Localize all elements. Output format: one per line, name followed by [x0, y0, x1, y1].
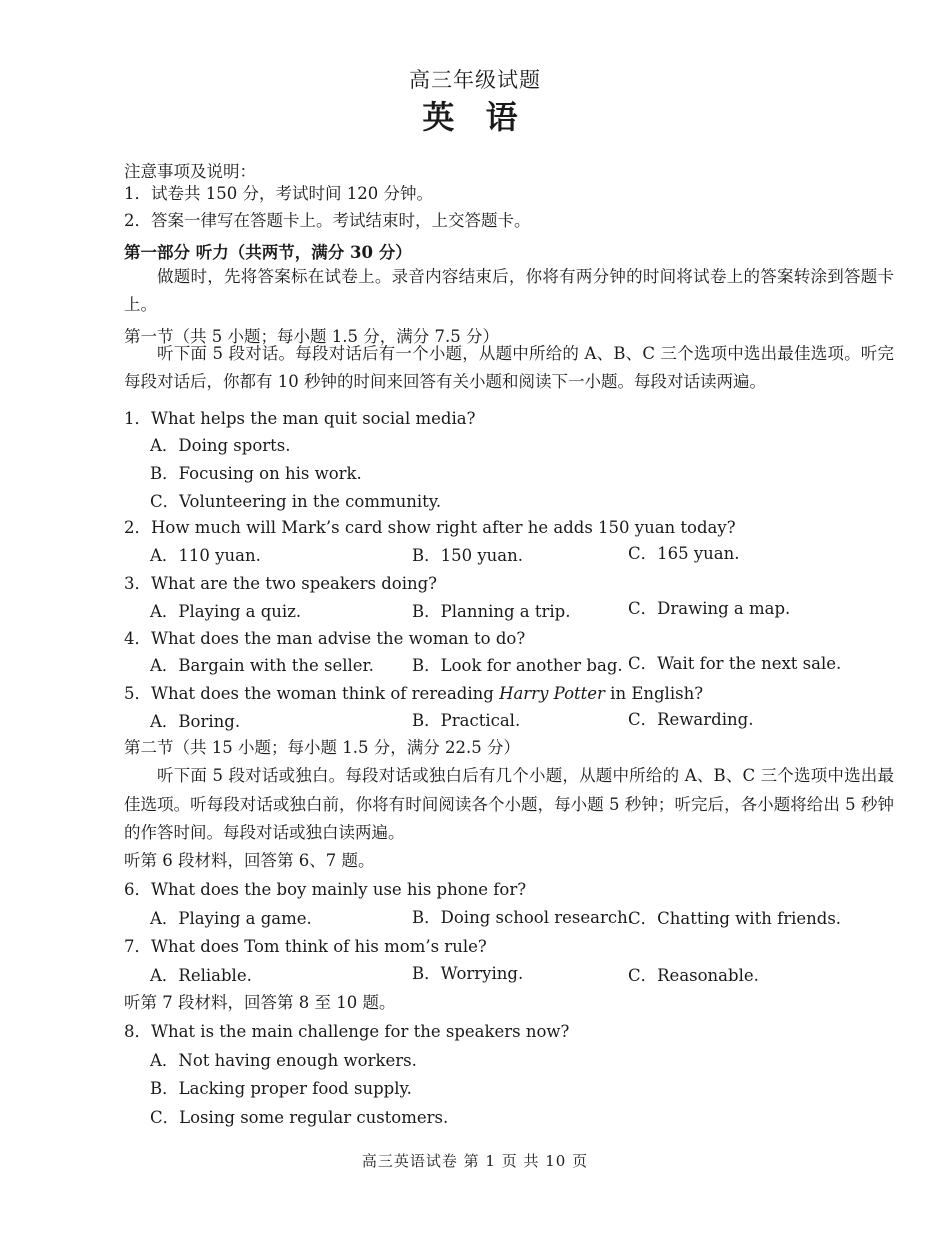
- question-6-option-a: A．Playing a game.: [150, 909, 312, 928]
- material-7-note: 听第 7 段材料，回答第 8 至 10 题。: [124, 993, 396, 1012]
- question-5-option-c: C．Rewarding.: [628, 710, 754, 729]
- question-5-stem-book-title: Harry Potter: [499, 684, 605, 703]
- question-3-option-b: B．Planning a trip.: [412, 602, 571, 621]
- page-footer: 高三英语试卷 第 1 页 共 10 页: [361, 1152, 589, 1170]
- question-7-option-b: B．Worrying.: [412, 964, 524, 983]
- notes-heading: 注意事项及说明：: [124, 162, 256, 181]
- question-8-stem: 8．What is the main challenge for the speakers now?: [124, 1022, 570, 1041]
- question-1-option-a: A．Doing sports.: [150, 436, 291, 455]
- question-6-option-c: C．Chatting with friends.: [628, 909, 842, 928]
- question-4-stem: 4．What does the man advise the woman to do?: [124, 629, 526, 648]
- question-6-option-b: B．Doing school research.: [412, 908, 633, 927]
- question-7-option-c: C．Reasonable.: [628, 966, 759, 985]
- question-8-option-c: C．Losing some regular customers.: [150, 1108, 449, 1127]
- question-7-option-a: A．Reliable.: [150, 966, 252, 985]
- exam-subtitle: 高三年级试题: [409, 68, 541, 92]
- question-2-option-b: B．150 yuan.: [412, 546, 524, 565]
- section1-instruction: 听下面 5 段对话。每段对话后有一个小题，从题中所给的 A、B、C 三个选项中选出最佳选项。听完每段对话后，你都有 10 秒钟的时间来回答有关小题和阅读下一小题。每段对话读两遍。: [124, 344, 894, 391]
- question-8-option-b: B．Lacking proper food supply.: [150, 1079, 412, 1098]
- part1-instruction: 做题时，先将答案标在试卷上。录音内容结束后，你将有两分钟的时间将试卷上的答案转涂到答题卡上。: [124, 267, 894, 314]
- question-3-option-a: A．Playing a quiz.: [150, 602, 302, 621]
- question-4-option-a: A．Bargain with the seller.: [150, 656, 374, 675]
- material-6-note: 听第 6 段材料，回答第 6、7 题。: [124, 851, 375, 870]
- part1-heading: 第一部分 听力（共两节，满分 30 分）: [124, 243, 412, 262]
- question-2-option-a: A．110 yuan.: [150, 546, 261, 565]
- question-4-option-b: B．Look for another bag.: [412, 656, 623, 675]
- question-5-option-b: B．Practical.: [412, 711, 521, 730]
- section1-heading: 第一节（共 5 小题；每小题 1.5 分，满分 7.5 分）: [124, 327, 499, 346]
- section2-heading: 第二节（共 15 小题；每小题 1.5 分，满分 22.5 分）: [124, 738, 520, 757]
- question-2-option-c: C．165 yuan.: [628, 544, 740, 563]
- question-5-stem: [124, 680, 894, 708]
- question-6-stem: 6．What does the boy mainly use his phone for?: [124, 880, 527, 899]
- question-5-stem-post: in English?: [604, 684, 704, 703]
- notes-item-1: 1．试卷共 150 分，考试时间 120 分钟。: [124, 184, 433, 203]
- question-3-stem: 3．What are the two speakers doing?: [124, 574, 438, 593]
- question-3-option-c: C．Drawing a map.: [628, 599, 791, 618]
- question-5-stem-pre: 5．What does the woman think of rereading: [124, 684, 500, 703]
- question-7-stem: 7．What does Tom think of his mom’s rule?: [124, 937, 487, 956]
- question-1-stem: 1．What helps the man quit social media?: [124, 409, 476, 428]
- notes-item-2: 2．答案一律写在答题卡上。考试结束时，上交答题卡。: [124, 211, 531, 230]
- question-2-stem: 2．How much will Mark’s card show right after he adds 150 yuan today?: [124, 518, 736, 537]
- question-8-option-a: A．Not having enough workers.: [150, 1051, 417, 1070]
- question-5-option-a: A．Boring.: [150, 712, 241, 731]
- exam-title: 英 语: [422, 98, 528, 136]
- question-4-option-c: C．Wait for the next sale.: [628, 654, 842, 673]
- question-1-option-c: C．Volunteering in the community.: [150, 492, 442, 511]
- question-1-option-b: B．Focusing on his work.: [150, 464, 362, 483]
- section2-instruction: 听下面 5 段对话或独白。每段对话或独白后有几个小题，从题中所给的 A、B、C 三个选项中选出最佳选项。听每段对话或独白前，你将有时间阅读各个小题，每小题 5 秒钟；听完后，各小题将给出 5 秒钟的作答时间。每段对话或独白读两遍。: [124, 766, 894, 842]
